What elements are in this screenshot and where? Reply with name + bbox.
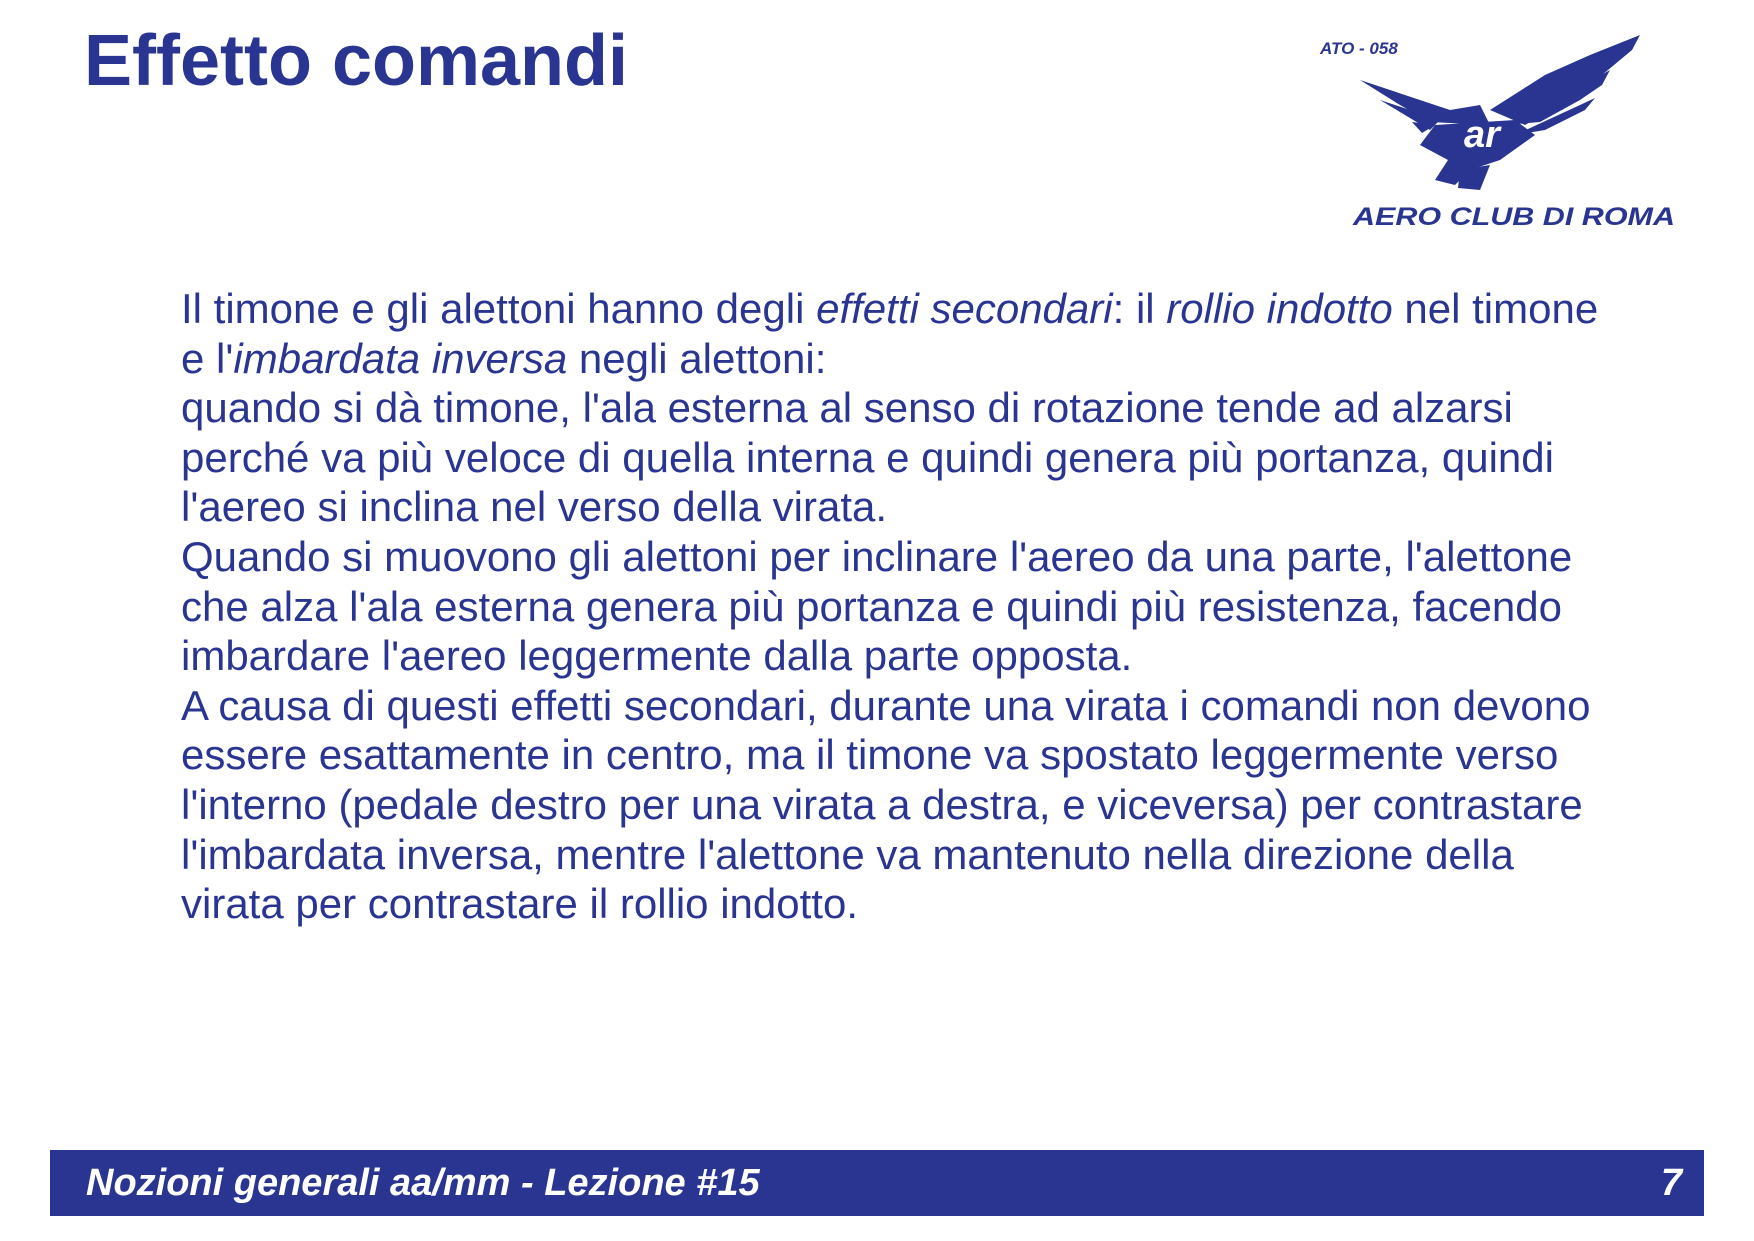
emphasis-imbardata-inversa: imbardata inversa — [233, 334, 568, 382]
text-run: : il — [1112, 285, 1167, 332]
logo-name: AERO CLUB DI ROMA — [1351, 203, 1675, 231]
text-run: negli alettoni: — [567, 334, 827, 382]
logo-code: ATO - 058 — [1320, 39, 1398, 58]
aero-club-logo — [1320, 30, 1690, 240]
body-paragraph-4: A causa di questi effetti secondari, durante una virata i comandi non devono essere esattamente in centro, ma il timone va spostato leggermente verso l'interno (pedale destro per una virata a destra, e viceversa) per contrastare l'imbardata inversa, mentre l'alettone va mantenuto nella direzione della virata per contrastare il rollio indotto. — [181, 681, 1591, 928]
logo-monogram: ar — [1464, 114, 1500, 156]
slide-body — [181, 284, 1621, 929]
eagle-icon — [1360, 35, 1640, 190]
body-paragraph-1 — [181, 284, 1621, 383]
emphasis-effetti-secondari: effetti secondari — [816, 285, 1113, 332]
text-run: nel timone e l' — [181, 285, 1599, 382]
slide-title: Effetto comandi — [84, 21, 629, 101]
page-number: 7 — [1660, 1162, 1682, 1204]
footer-title: Nozioni generali aa/mm - Lezione #15 — [86, 1162, 760, 1204]
footer-bar — [50, 1150, 1704, 1216]
emphasis-rollio-indotto: rollio indotto — [1166, 285, 1393, 332]
text-run: Il timone e gli alettoni hanno degli — [181, 285, 817, 332]
body-paragraph-2: quando si dà timone, l'ala esterna al senso di rotazione tende ad alzarsi perché va più veloce di quella interna e quindi genera più portanza, quindi l'aereo si inclina nel verso della virata. — [181, 384, 1554, 531]
body-paragraph-3: Quando si muovono gli alettoni per inclinare l'aereo da una parte, l'alettone che alza l'ala esterna genera più portanza e quindi più resistenza, facendo imbardare l'aereo leggermente dalla parte opposta. — [181, 532, 1573, 680]
